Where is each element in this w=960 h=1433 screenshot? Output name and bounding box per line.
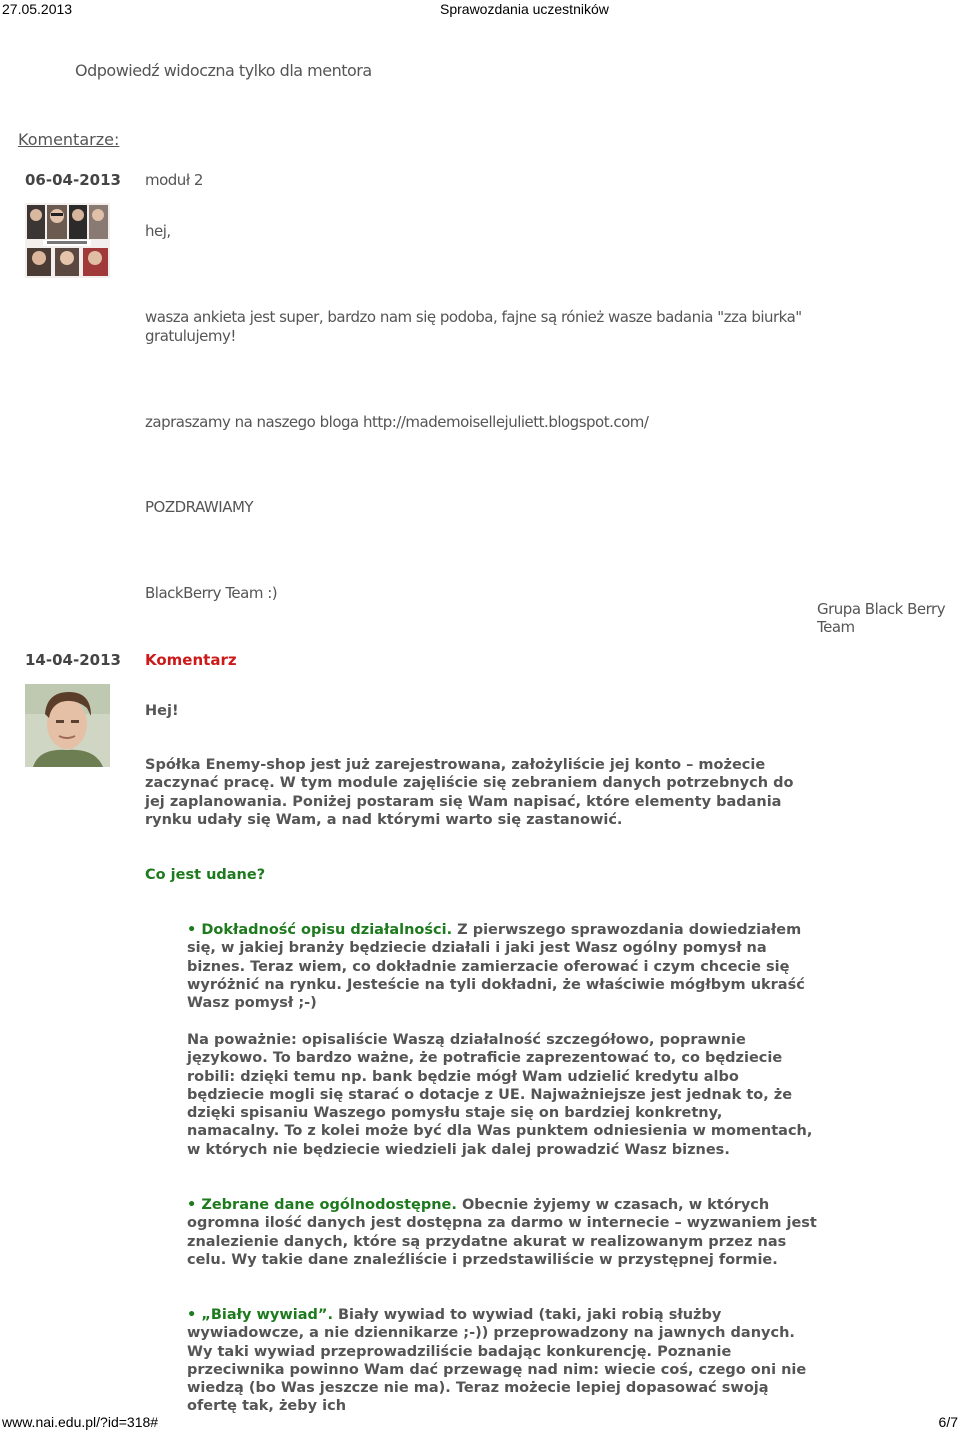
comment-intro: Spółka Enemy-shop jest już zarejestrowana, założyliście jej konto – możecie zaczynać pracę. W tym module zajęliście się zebraniem danych potrzebnych do jej zaplanowania. Poniżej postaram się Wam napisać, które elementy badania rynku udały się Wam, a nad którymi warto się zastanowić. [145, 757, 794, 828]
bullet-continuation: Na poważnie: opisaliście Waszą działalność szczegółowo, poprawnie językowo. To bardzo ważne, że potraficie zaprezentować to, co będziecie robili: dzięki temu np. bank będzie mógł Wam udzielić kredytu albo będziecie mogli się starać o dotacje z UE. Najważniejsze jest jednak to, że dzięki spisaniu Waszego pomysłu staje się on bardziej konkretny, namacalny. To z kolei może być dla Was punktem odniesienia w momentach, w których nie będziecie wiedzieli jak dalej prowadzić Wasz biznes. [187, 1032, 813, 1158]
section-heading: Co jest udane? [145, 867, 266, 883]
bullet-lead: • „Biały wywiad”. [187, 1307, 333, 1323]
comment-date: 06-04-2013 [25, 171, 121, 189]
bullet-text: Obecnie żyjemy w czasach, w których ogromna ilość danych jest dostępna za darmo w internecie – wyzwaniem jest znalezienie danych, które są przydatne akurat w realizowanym przez nas celu. Wy takie dane znaleźliście i przedstawiliście w przystępnej formie. [187, 1197, 817, 1268]
comment-author: Grupa Black Berry Team [817, 600, 946, 636]
bullet-item [187, 1306, 817, 1416]
bullet-text: Z pierwszego sprawozdania dowiedziałem się, w jakiej branży będziecie działali i jaki jest Wasz ogólny pomysł na biznes. Teraz wiem, co dokładnie zamierzacie oferować i czym chcecie się wyróżnić na rynku. Jesteście na tyli dokładni, że właściwie mógłbym ukraść Wasz pomysł ;-) [187, 922, 805, 1012]
print-title: Sprawozdania uczestników [440, 1, 609, 17]
page-counter: 6/7 [938, 1414, 958, 1430]
print-header [0, 0, 960, 20]
comment-greeting: Hej! [145, 703, 179, 719]
comment-paragraph: BlackBerry Team :) [145, 584, 278, 602]
comment-paragraph: wasza ankieta jest super, bardzo nam się podoba, fajne są rónież wasze badania "zza biurka" gratulujemy! [145, 308, 802, 345]
bullet-lead: • Zebrane dane ogólnodostępne. [187, 1197, 457, 1213]
print-url: www.nai.edu.pl/?id=318# [2, 1414, 159, 1430]
print-date: 27.05.2013 [2, 1, 73, 17]
mentor-avatar-image [25, 684, 110, 767]
mentor-note: Odpowiedź widoczna tylko dla mentora [75, 61, 372, 80]
print-footer [0, 1413, 960, 1433]
comment-date: 14-04-2013 [25, 651, 121, 669]
bullet-item [187, 921, 817, 1012]
bullet-lead: • Dokładność opisu działalności. [187, 922, 453, 938]
comment-paragraph: POZDRAWIAMY [145, 498, 254, 516]
group-avatar-image [25, 203, 110, 278]
comments-link[interactable]: Komentarze: [18, 130, 120, 149]
bullet-text: Biały wywiad to wywiad (taki, jaki robią służby wywiadowcze, a nie dziennikarze ;-)) przeprowadzony na jawnych danych. Wy taki wywiad przeprowadziliście badając konkurencję. Poznanie przeciwnika powinno Wam dać przewagę nad nim: wiecie coś, czego oni nie wiedzą (bo Was jeszcze nie ma). Teraz możecie lepiej dopasować swoją ofertę tak, żeby ich [187, 1307, 807, 1415]
comment-topic: moduł 2 [145, 171, 203, 189]
comment-paragraph: hej, [145, 222, 171, 240]
comment-topic: Komentarz [145, 651, 237, 669]
comment-paragraph: zapraszamy na naszego bloga http://mademoisellejuliett.blogspot.com/ [145, 413, 649, 431]
bullet-item [187, 1196, 817, 1269]
